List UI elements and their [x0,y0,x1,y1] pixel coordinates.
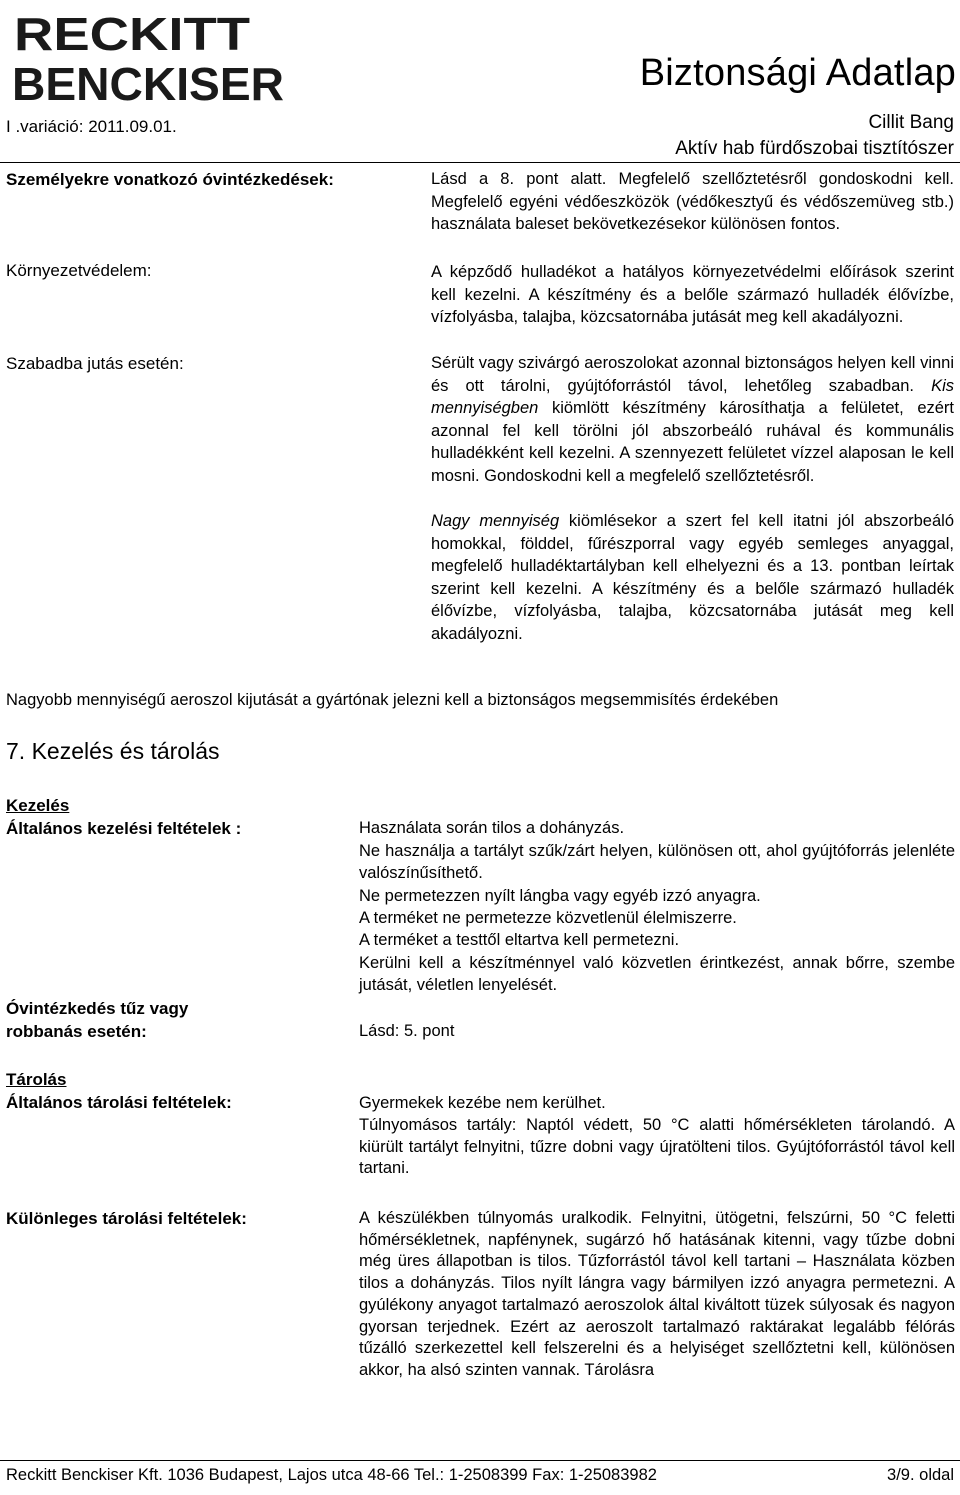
fire-precautions-label-1: Óvintézkedés tűz vagy [6,999,189,1018]
release-text-1-start: Sérült vagy szivárgó aeroszolokat azonnal biztonságos helyen kell vinni és ott tárolni, gyújtóforrástól távol, lehetőleg szabadban. [431,354,954,395]
logo-line-2: BENCKISER [12,58,285,104]
handling-item-6: Kerülni kell a készítménnyel való közvetlen érintkezést, annak bőrre, szembe jutását, véletlen lenyelését. [359,954,955,994]
company-logo [10,8,286,104]
product-name: Cillit Bang [868,112,954,133]
document-title: Biztonsági Adatlap [639,52,956,94]
personal-precautions-text: Lásd a 8. pont alatt. Megfelelő szellőztetésről gondoskodni kell. Megfelelő egyéni védőeszközök (védőkesztyű és védőszemüveg stb.) használata baleset bekövetkezésekor különösen fontos. [431,170,954,234]
section-7-heading: 7. Kezelés és tárolás [6,738,220,764]
variant-date: I .variáció: 2011.09.01. [6,117,177,136]
handling-item-2: Ne használja a tartályt szűk/zárt helyen, különösen ott, ahol gyújtóforrás jelenléte valószínűsíthető. [359,842,955,882]
release-text-1-rest: kiömlött készítmény károsíthatja a felületet, ezért azonnal fel kell törölni jól abszorbeáló ruhával és kommunális hulladékként kell kezelni. A szennyezett felületet vízzel alaposan le kell mosni. Gondoskodni kell a megfelelő szellőztetésről. [431,399,954,485]
release-text-1-italic: Kis mennyiségben [431,376,954,418]
handling-item-1: Használata során tilos a dohányzás. [359,819,625,837]
footer-page-number: 3/9. oldal [887,1466,954,1484]
environment-label: Környezetvédelem: [6,261,152,280]
handling-title: Kezelés [6,796,70,815]
footer-divider [0,1460,960,1461]
reckitt-benckiser-logo [10,8,286,104]
disposal-note: Nagyobb mennyiségű aeroszol kijutását a gyártónak jelezni kell a biztonságos megsemmisítés érdekében [6,691,779,709]
special-storage-label: Különleges tárolási feltételek: [6,1209,247,1228]
footer-company-info: Reckitt Benckiser Kft. 1036 Budapest, Lajos utca 48-66 Tel.: 1-2508399 Fax: 1-25083982 [6,1466,657,1484]
special-storage-text: A készülékben túlnyomás uralkodik. Felnyitni, ütögetni, felszúrni, 50 °C feletti hőmérsékletnek, napfénynek, sugárzó hő hatásának kitenni, vagy tűzbe dobni még üres állapotban is tilos. Tűzforrástól távol kell tartani – Használata közben tilos a dohányzás. Tilos nyílt lángra vagy bármilyen izzó anyagra permetezni. A gyúlékony anyagot tartalmazó aeroszolok által kiváltott tüzek súlyosak és nagyon gyorsan terjednek. Ezért az aeroszolt tartalmazó raktárakat legalább félórás tűzálló szerkezettel kell felszerelni és a helyiséget szellőztetni kell, különösen akkor, ha alsó szinten vannak. Tárolásra [359,1209,955,1379]
handling-item-3: Ne permetezzen nyílt lángba vagy egyéb izzó anyagra. [359,887,761,905]
handling-item-5: A terméket a testtől eltartva kell permetezni. [359,931,680,949]
general-handling-label: Általános kezelési feltételek : [6,819,242,838]
release-label: Szabadba jutás esetén: [6,354,184,373]
fire-precautions-label-2: robbanás esetén: [6,1022,147,1041]
fire-precautions-text: Lásd: 5. pont [359,1022,455,1040]
general-storage-text-2: Túlnyomásos tartály: Naptól védett, 50 °C alatti hőmérsékleten tárolandó. A kiürült tartályt felnyitni, tűzre dobni vagy újratölteni tilos. Gyújtóforrástól távol kell tartani. [359,1116,955,1178]
release-text-2-italic: Nagy mennyiség [431,512,560,530]
general-storage-text-1: Gyermekek kezébe nem kerülhet. [359,1094,606,1112]
personal-precautions-label: Személyekre vonatkozó óvintézkedések: [6,170,334,189]
logo-line-1: RECKITT [14,8,250,60]
storage-title: Tárolás [6,1070,67,1089]
handling-item-4: A terméket ne permetezze közvetlenül élelmiszerre. [359,909,737,927]
release-text-1 [431,352,954,488]
header-divider [0,162,960,163]
release-text-2 [431,510,954,646]
environment-text: A képződő hulladékot a hatályos környezetvédelmi előírások szerint kell kezelni. A készítmény és a belőle származó hulladék élővízbe, vízfolyásba, talajba, közcsatornába jutását meg kell akadályozni. [431,263,954,327]
general-storage-label: Általános tárolási feltételek: [6,1093,232,1112]
product-subtitle: Aktív hab fürdőszobai tisztítószer [675,138,954,159]
release-text-2-rest: kiömlésekor a szert fel kell itatni jól abszorbeáló homokkal, földdel, fűrészporral vagy egyéb semleges anyaggal, megfelelő hulladéktartályban kell elhelyezni és a 13. pontban leírtak szerint kell kezelni. A készítmény és a belőle származó hulladék élővízbe, vízfolyásba, talajba, közcsatornába jutását meg kell akadályozni. [431,512,954,643]
